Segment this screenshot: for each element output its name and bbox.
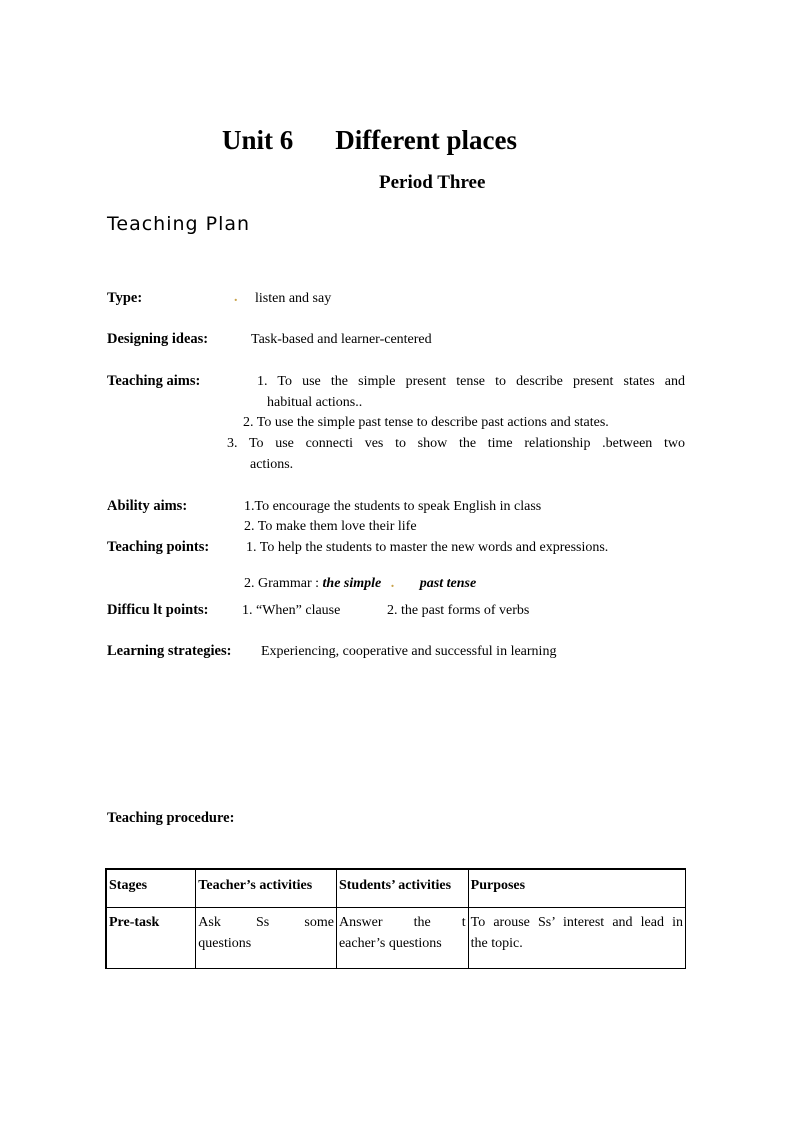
grammar-italic-b: past tense <box>419 576 477 591</box>
header-teacher-activities: Teacher’s activities <box>196 869 337 908</box>
teaching-aims-line-3: 3. To use connecti ves to show the time relationship .between two <box>227 436 685 451</box>
cell-stage: Pre-task <box>106 908 196 969</box>
teaching-aims-line-1b: habitual actions.. <box>267 395 363 410</box>
ability-aims-line-1: 1.To encourage the students to speak English in class <box>244 499 542 514</box>
cell-purpose-line-1: To arouse Ss’ interest and lead in <box>470 915 683 930</box>
teaching-aims-line-1: 1. To use the simple present tense to describe present states and <box>257 374 685 389</box>
designing-value: Task-based and learner-centered <box>251 332 432 347</box>
header-students-activities: Students’ activities <box>336 869 468 908</box>
procedure-label: Teaching procedure: <box>107 810 235 826</box>
unit-number: Unit 6 <box>222 125 294 155</box>
teaching-points-line-1: 1. To help the students to master the new words and expressions. <box>246 540 609 555</box>
cell-students-activity <box>336 908 468 969</box>
unit-name: Different places <box>335 125 517 155</box>
header-stages: Stages <box>106 869 196 908</box>
cell-teacher-line-1: Ask Ss some <box>198 915 334 930</box>
teaching-aims-line-2: 2. To use the simple past tense to describe past actions and states. <box>243 415 609 430</box>
teaching-points-line-2 <box>244 576 476 592</box>
cell-students-line-2: eacher’s questions <box>338 936 442 951</box>
type-dot: . <box>234 290 238 305</box>
cell-students-line-1: Answer the t <box>338 915 466 930</box>
difficult-points-item-1: 1. “When” clause <box>242 603 341 618</box>
teaching-aims-label: Teaching aims: <box>107 373 201 389</box>
section-title: Teaching Plan <box>107 213 251 235</box>
difficult-points-item-2: 2. the past forms of verbs <box>387 603 530 618</box>
teaching-aims-line-3b: actions. <box>250 457 294 472</box>
learning-strategies-label: Learning strategies: <box>107 643 232 659</box>
cell-teacher-line-2: questions <box>198 936 252 951</box>
header-purposes: Purposes <box>468 869 685 908</box>
type-value: listen and say <box>255 291 332 306</box>
difficult-points-label: Difficu lt points: <box>107 602 209 618</box>
unit-title <box>222 125 517 156</box>
ability-aims-label: Ability aims: <box>107 498 188 514</box>
table-row <box>106 908 686 969</box>
cell-teacher-activity <box>196 908 337 969</box>
cell-purpose <box>468 908 685 969</box>
ability-aims-line-2: 2. To make them love their life <box>244 519 417 534</box>
grammar-italic-a: the simple <box>322 576 382 591</box>
cell-purpose-line-2: the topic. <box>470 936 523 951</box>
designing-label: Designing ideas: <box>107 331 209 347</box>
grammar-dot: . <box>390 576 395 591</box>
teaching-points-label: Teaching points: <box>107 539 210 555</box>
procedure-table <box>105 868 686 969</box>
grammar-prefix: 2. Grammar : <box>244 576 320 591</box>
learning-strategies-value: Experiencing, cooperative and successful in learning <box>261 644 557 659</box>
period-title: Period Three <box>379 172 486 193</box>
table-header-row <box>106 869 686 908</box>
type-label: Type: <box>107 290 143 306</box>
